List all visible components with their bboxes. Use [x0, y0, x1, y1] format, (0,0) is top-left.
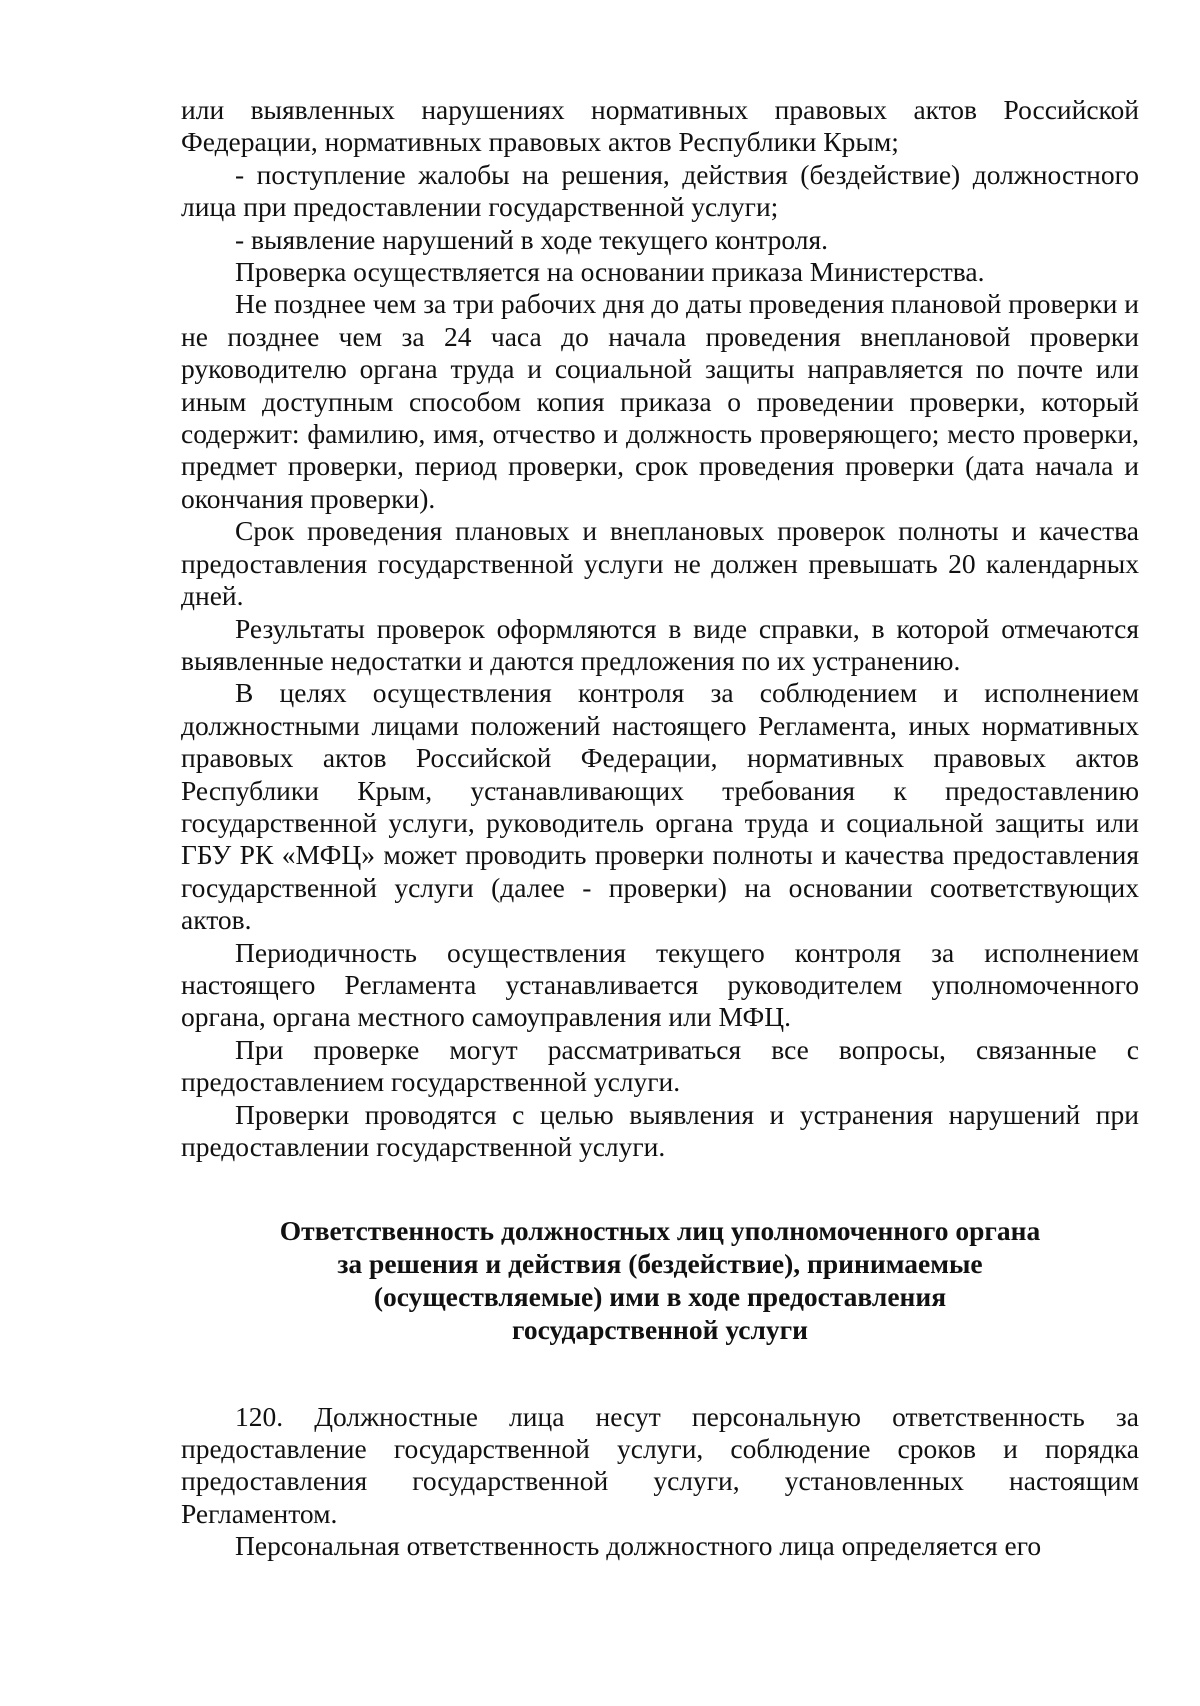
- list-item-violations: - выявление нарушений в ходе текущего контроля.: [235, 223, 828, 255]
- section-heading-line: Ответственность должностных лиц уполномоченного органа: [279, 1215, 1041, 1247]
- document-page: [181, 94, 1139, 1563]
- paragraph-order-basis: Проверка осуществляется на основании приказа Министерства.: [235, 256, 985, 288]
- paragraph-goal: Проверки проводятся с целью выявления и устранения нарушений при предоставлении государственной услуги.: [181, 1098, 1139, 1162]
- section-heading-line: государственной услуги: [512, 1313, 808, 1345]
- paragraph-continuation: или выявленных нарушениях нормативных правовых актов Российской Федерации, нормативных правовых актов Республики Крым;: [181, 94, 1139, 158]
- section-heading-line: за решения и действия (бездействие), принимаемые: [337, 1248, 983, 1280]
- paragraph-results: Результаты проверок оформляются в виде справки, в которой отмечаются выявленные недостатки и даются предложения по их устранению.: [181, 612, 1139, 676]
- paragraph-periodicity: Периодичность осуществления текущего контроля за исполнением настоящего Регламента устанавливается руководителем уполномоченного органа, органа местного самоуправления или МФЦ.: [181, 936, 1139, 1033]
- paragraph-item-120: 120. Должностные лица несут персональную ответственность за предоставление государственной услуги, соблюдение сроков и порядка предоставления государственной услуги, установленных настоящим Регламентом.: [181, 1400, 1139, 1529]
- paragraph-notice-timing: Не позднее чем за три рабочих дня до даты проведения плановой проверки и не позднее чем за 24 часа до начала проведения внеплановой проверки руководителю органа труда и социальной защиты направляется по почте или иным доступным способом копия приказа о проведении проверки, который содержит: фамилию, имя, отчество и должность проверяющего; место проверки, предмет проверки, период проверки, срок проведения проверки (дата начала и окончания проверки).: [181, 288, 1139, 514]
- paragraph-control-purpose: В целях осуществления контроля за соблюдением и исполнением должностными лицами положений настоящего Регламента, иных нормативных правовых актов Российской Федерации, нормативных правовых актов Республики Крым, устанавливающих требования к предоставлению государственной услуги, руководитель органа труда и социальной защиты или ГБУ РК «МФЦ» может проводить проверки полноты и качества предоставления государственной услуги (далее - проверки) на основании соответствующих актов.: [181, 677, 1139, 936]
- paragraph-inspection-term: Срок проведения плановых и внеплановых проверок полноты и качества предоставления государственной услуги не должен превышать 20 календарных дней.: [181, 515, 1139, 612]
- paragraph-scope: При проверке могут рассматриваться все вопросы, связанные с предоставлением государственной услуги.: [181, 1033, 1139, 1098]
- paragraph-personal-responsibility: Персональная ответственность должностного лица определяется его: [235, 1530, 1042, 1562]
- list-item-complaint: - поступление жалобы на решения, действия (бездействие) должностного лица при предоставлении государственной услуги;: [181, 158, 1139, 223]
- section-heading-line: (осуществляемые) ими в ходе предоставления: [373, 1281, 947, 1312]
- section-heading: [181, 1215, 1139, 1346]
